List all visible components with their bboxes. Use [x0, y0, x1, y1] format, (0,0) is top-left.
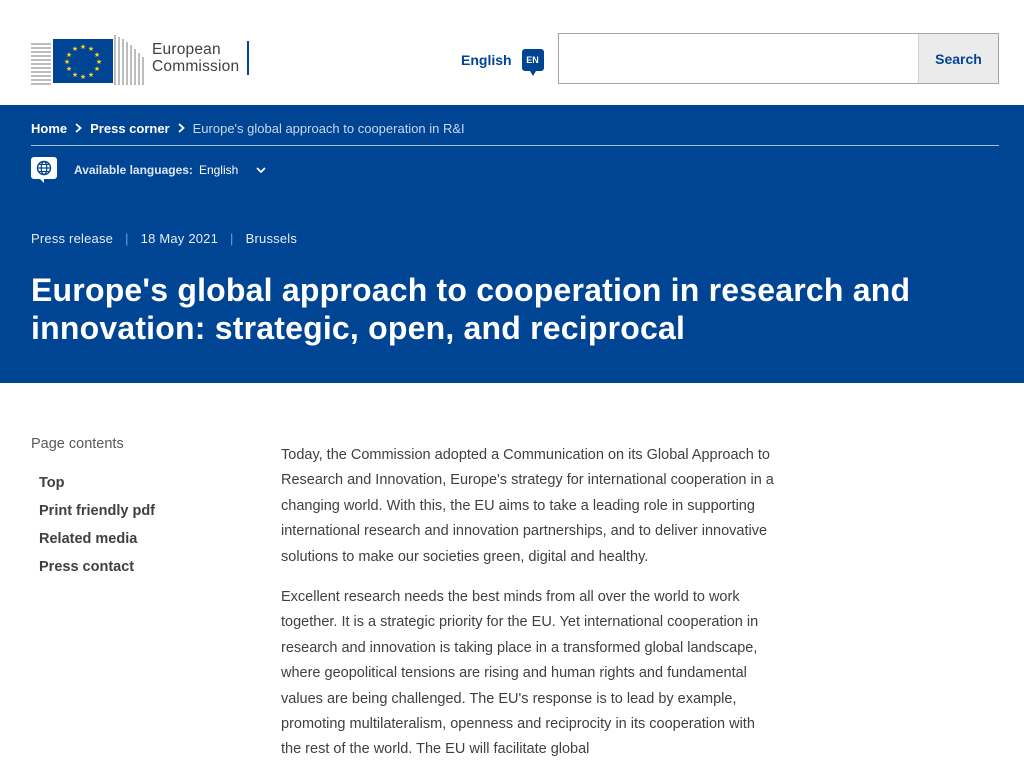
page-contents-item-press-contact[interactable]: Press contact	[39, 559, 135, 575]
globe-icon	[31, 157, 57, 183]
breadcrumb-home[interactable]: Home	[31, 121, 68, 136]
article-paragraph: Today, the Commission adopted a Communication on its Global Approach to Research and Innovation, Europe's strategy for international cooperation in a changing world. With this, the EU aims to take a leading role in supporting international research and innovation partnerships, and to deliver innovative solutions to make our societies green, digital and healthy.	[281, 447, 774, 565]
page-contents-item-print-pdf[interactable]: Print friendly pdf	[39, 503, 155, 519]
page-contents-list	[31, 469, 241, 581]
page-header-band	[0, 105, 1024, 383]
page-contents-item-related-media[interactable]: Related media	[39, 531, 138, 547]
svg-text:★: ★	[65, 65, 73, 73]
available-languages-value: English	[198, 163, 239, 177]
svg-text:★: ★	[95, 58, 103, 66]
breadcrumb	[31, 121, 465, 136]
search-form	[558, 33, 999, 84]
search-button[interactable]: Search	[918, 34, 998, 83]
svg-text:★: ★	[79, 73, 87, 81]
page-contents-nav	[31, 436, 241, 581]
svg-text:★: ★	[65, 51, 73, 59]
svg-text:★: ★	[79, 43, 87, 51]
chevron-down-icon	[256, 163, 266, 177]
header-divider	[31, 145, 999, 146]
svg-text:★: ★	[63, 58, 71, 66]
breadcrumb-press-corner[interactable]: Press corner	[90, 121, 170, 136]
svg-text:★: ★	[71, 45, 79, 53]
meta-location: Brussels	[245, 231, 298, 246]
european-commission-logo[interactable]	[31, 28, 261, 88]
svg-text:★: ★	[93, 65, 101, 73]
logo-divider	[247, 41, 249, 75]
article-body	[281, 443, 776, 774]
meta-type: Press release	[31, 231, 114, 246]
page-contents-title: Page contents	[31, 436, 124, 452]
logo-wordmark	[152, 41, 239, 75]
article-paragraph: Excellent research needs the best minds from all over the world to work together. It is a strategic priority for the EU. Yet international cooperation in research and innovation is taking place in a transformed global landscape, where geopolitical tensions are rising and human rights and fundamental values are being challenged. The EU's response is to lead by example, promoting multilateralism, openness and reciprocity in its cooperation with the rest of the world. The EU will facilitate global	[281, 589, 759, 758]
svg-text:★: ★	[87, 71, 95, 79]
available-languages-label: Available languages:	[74, 163, 193, 177]
meta-date: 18 May 2021	[140, 231, 219, 246]
logo-line-1: European	[152, 41, 221, 58]
site-header	[0, 0, 1024, 105]
svg-text:★: ★	[93, 51, 101, 59]
language-code-badge: EN	[522, 49, 544, 71]
search-input[interactable]	[559, 34, 918, 83]
language-label: English	[461, 52, 512, 68]
logo-line-2: Commission	[152, 58, 240, 75]
page-contents-item-top[interactable]: Top	[39, 475, 65, 491]
svg-text:★: ★	[87, 45, 95, 53]
language-switcher[interactable]	[461, 49, 544, 71]
meta-separator: |	[125, 231, 129, 246]
press-release-meta	[31, 231, 297, 246]
page-title: Europe's global approach to cooperation in research and innovation: strategic, open, and reciprocal	[31, 272, 911, 346]
chevron-right-icon	[75, 121, 82, 136]
breadcrumb-current: Europe's global approach to cooperation in R&I	[192, 121, 465, 136]
ec-building-flag-icon	[31, 29, 146, 87]
chevron-right-icon	[178, 121, 185, 136]
svg-text:★: ★	[71, 71, 79, 79]
available-languages-selector[interactable]	[31, 157, 266, 183]
meta-separator: |	[230, 231, 234, 246]
